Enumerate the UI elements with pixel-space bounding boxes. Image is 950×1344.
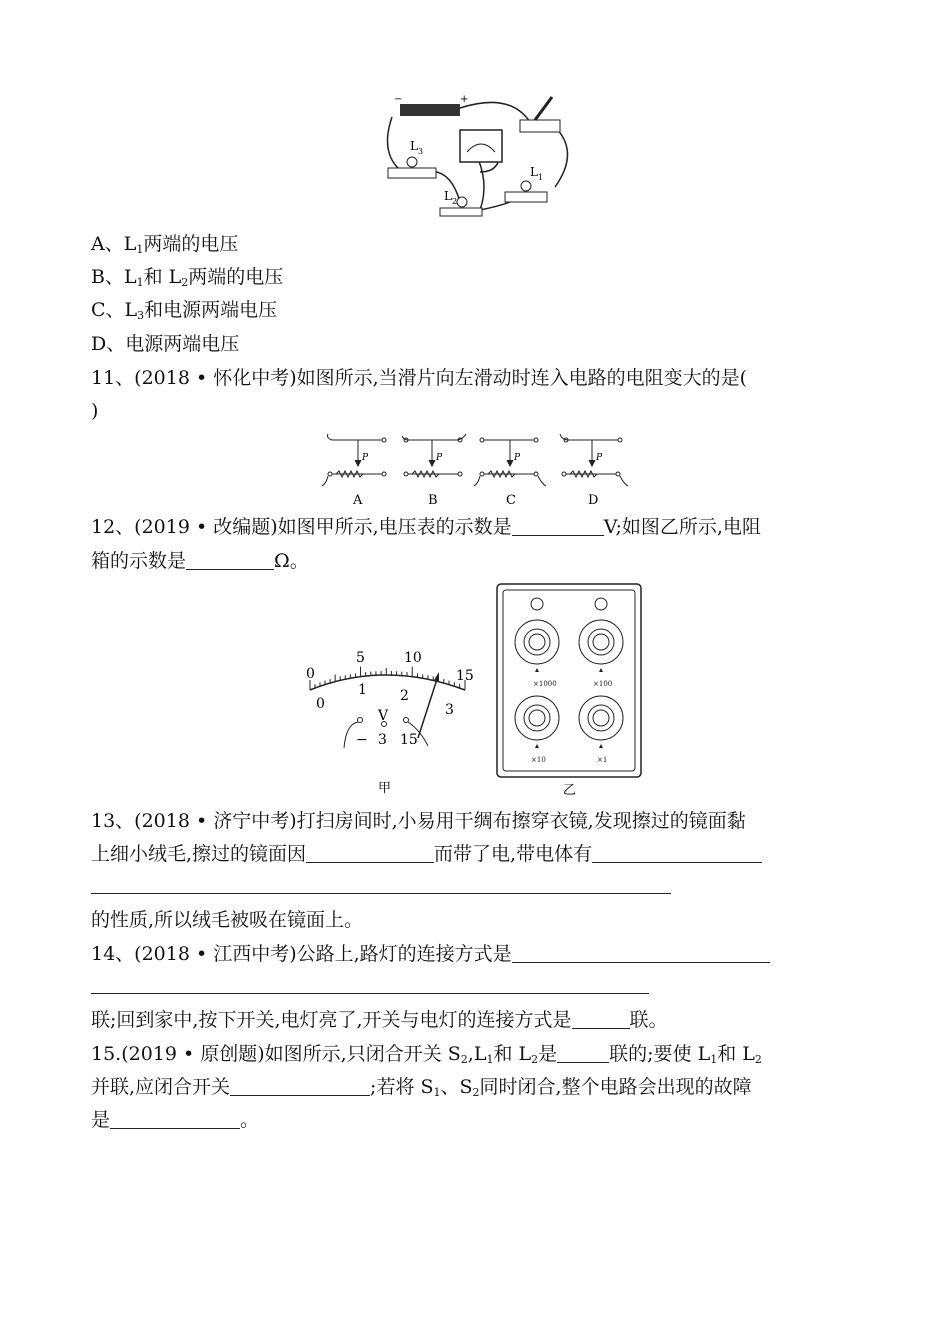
question-14-cont: 联;回到家中,按下开关,电灯亮了,开关与电灯的连接方式是 联。 [91,1009,668,1031]
svg-text:L: L [530,165,538,179]
svg-text:3: 3 [378,732,387,748]
wire [388,117,401,170]
svg-text:0: 0 [316,696,325,712]
voltmeter-figure [300,640,480,800]
svg-text:15: 15 [400,732,418,748]
wire [555,127,568,187]
svg-text:3: 3 [445,702,454,718]
svg-text:L: L [410,139,418,153]
lamp-base-l2 [440,208,482,216]
svg-text:2: 2 [400,688,409,704]
label-a: A [353,493,363,508]
wire [460,102,530,122]
switch-base [520,120,560,132]
svg-text:P: P [436,453,443,463]
svg-text:−: − [356,732,368,748]
question-11: 11、(2018 • 怀化中考)如图所示,当滑片向左滑动时连入电路的电阻变大的是( [91,367,748,389]
option-d: D、电源两端电压 [91,333,240,355]
svg-text:10: 10 [404,650,422,666]
svg-text:P: P [362,453,369,463]
option-c: C、$L_3$和电源两端电压 [91,299,278,322]
svg-text:1: 1 [538,173,544,182]
svg-text:1: 1 [358,682,367,698]
svg-text:P: P [596,453,603,463]
svg-text:+: + [460,94,469,105]
svg-text:×10: ×10 [531,756,546,764]
label-b: B [428,493,438,508]
svg-text:L: L [444,189,452,203]
option-a: A、$L_1$两端的电压 [91,233,239,256]
answer-line [91,993,649,994]
question-12: 12、(2019 • 改编题)如图甲所示,电压表的示数是 V;如图乙所示,电阻 [91,516,761,538]
label-d: D [588,493,599,508]
svg-text:×1: ×1 [597,756,608,764]
svg-text:P: P [514,453,521,463]
svg-text:−: − [394,94,403,105]
voltmeter [460,130,502,162]
label-c: C [506,493,516,508]
svg-text:×100: ×100 [593,680,613,688]
svg-text:5: 5 [356,650,365,666]
battery [400,104,460,116]
svg-text:甲: 甲 [378,781,392,796]
question-13-cont: 上细小绒毛,擦过的镜面因 而带了电,带电体有 [91,842,762,866]
question-15-cont: 并联,应闭合开关 ;若将 $S_1$、$S_2$同时闭合,整个电路会出现的故障 [91,1076,752,1099]
rheostat-figure [320,430,640,510]
svg-text:15: 15 [456,668,474,684]
svg-text:3: 3 [418,147,424,156]
svg-text:0: 0 [306,666,315,682]
option-b: B、$L_1$和 $L_2$两端的电压 [91,266,284,289]
answer-line [91,893,671,894]
svg-text:×1000: ×1000 [533,680,557,688]
svg-text:V: V [378,708,389,724]
resistance-box-figure [495,582,645,802]
lamp-base-l1 [505,192,547,202]
svg-text:乙: 乙 [563,783,577,798]
svg-text:2: 2 [452,197,458,206]
question-13: 13、(2018 • 济宁中考)打扫房间时,小易用干绸布擦穿衣镜,发现擦过的镜面黏 [91,810,746,832]
question-11-cont: ) [91,400,99,422]
question-15-end: 是 。 [91,1109,260,1131]
question-15: 15.(2019 • 原创题)如图所示,只闭合开关 $S_2,L_1$和 $L_2$是 联的;要使 $L_1$和 $L_2$ [91,1043,762,1066]
circuit-figure [380,92,580,222]
lamp-base-l3 [388,168,436,178]
question-14: 14、(2018 • 江西中考)公路上,路灯的连接方式是 [91,942,770,966]
question-13-end: 的性质,所以绒毛被吸在镜面上。 [91,909,364,931]
question-12-cont: 箱的示数是 Ω。 [91,550,309,572]
